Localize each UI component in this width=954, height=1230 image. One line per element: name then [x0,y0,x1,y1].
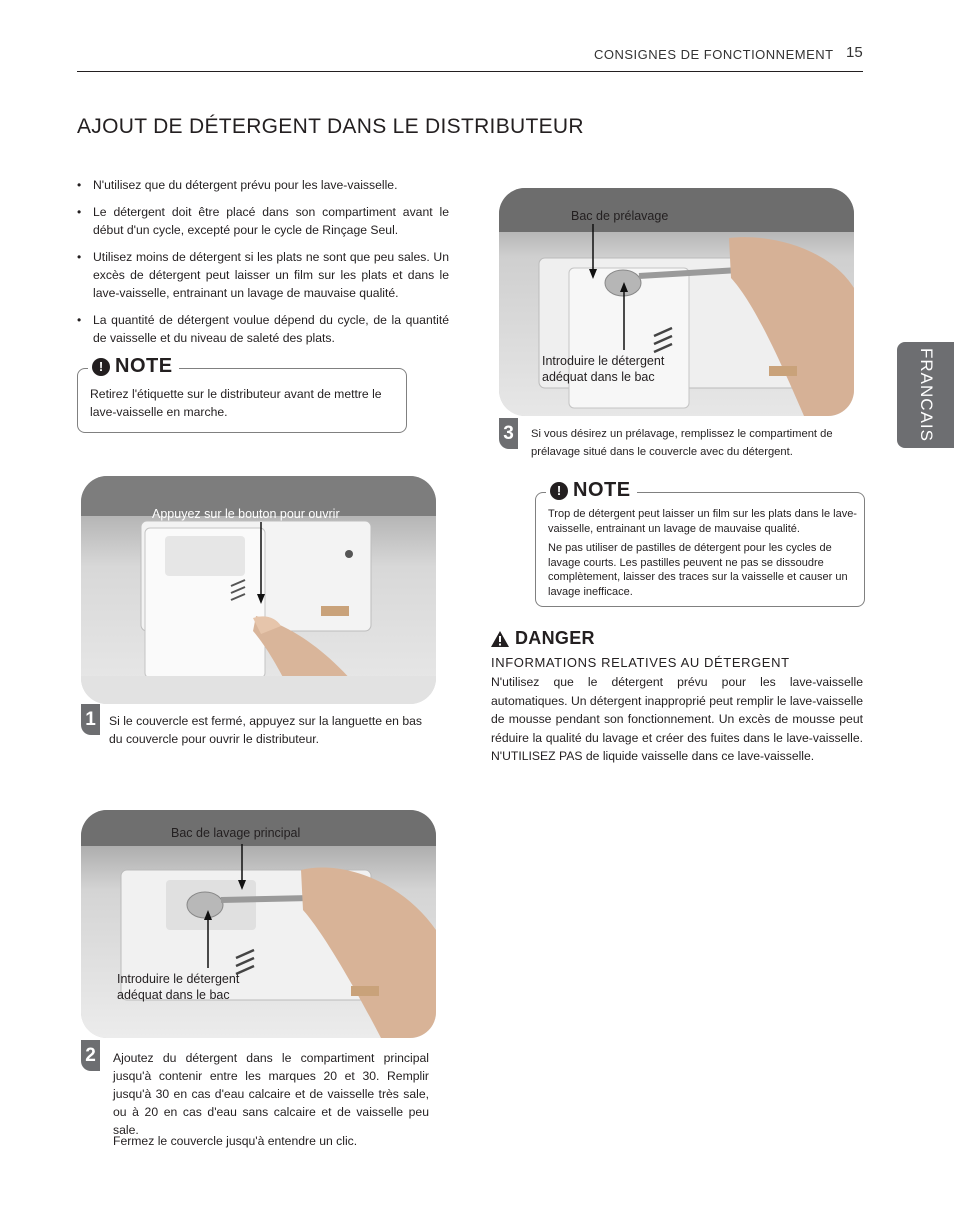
warning-triangle-icon [491,631,509,647]
note-text-2: Ne pas utiliser de pastilles de détergent pour les cycles de lavage courts. Les pastilles peuvent ne pas se dissoudre complètement, laisser des traces sur la vaisselle et causer un lavage inefficace. [548,542,848,598]
note-heading [88,355,179,378]
step3-photo [499,188,854,416]
step2-caption-top: Bac de lavage principal [171,826,301,840]
step2-photo [81,810,436,1038]
step2-text: Ajoutez du détergent dans le compartiment principal jusqu'à contenir entre les marques 20 et 30. Remplir jusqu'à 30 en cas d'eau calcaire et de vaisselle très sale, ou à 20 en cas d'eau sans calcaire et de vaisselle peu sale. [113,1051,429,1137]
instruction-list [77,176,449,356]
exclamation-icon: ! [92,358,110,376]
header-divider [77,71,863,72]
step3-caption-top: Bac de prélavage [571,209,669,223]
note-heading [546,479,637,502]
list-item: • Le détergent doit être placé dans son compartiment avant le début d'un cycle, excepté pour le cycle de Rinçage Seul. [77,203,449,239]
step-number-1: 1 [81,704,100,735]
step3-text: Si vous désirez un prélavage, remplissez le compartiment de prélavage situé dans le couvercle avec du détergent. [531,428,833,458]
list-item: • Utilisez moins de détergent si les plats ne sont que peu sales. Un excès de détergent peut laisser un film sur les plats et dans le lave-vaisselle, entrainant un lavage de mauvaise qualité. [77,248,449,302]
page-number: 15 [846,44,863,61]
step1-text: Si le couvercle est fermé, appuyez sur la languette en bas du couvercle pour ouvrir le distributeur. [109,714,422,746]
list-item: • La quantité de détergent voulue dépend du cycle, de la quantité de vaisselle et du niveau de saleté des plats. [77,311,449,347]
page-title: AJOUT DE DÉTERGENT DANS LE DISTRIBUTEUR [77,115,584,138]
step1-photo [81,476,436,704]
running-header-section: CONSIGNES DE FONCTIONNEMENT [594,47,834,62]
danger-label: DANGER [515,628,595,648]
note-label: NOTE [573,479,631,501]
pointer-arrow [81,476,436,704]
note-label: NOTE [115,355,173,377]
step3-caption-bottom: Introduire le détergent adéquat dans le bac [542,354,665,384]
note-text-1: Trop de détergent peut laisser un film sur les plats dans le lave-vaisselle, entrainant un lavage de mauvaise qualité. [548,508,857,535]
exclamation-icon: ! [550,482,568,500]
pointer-arrows [499,188,854,416]
step-number-3: 3 [499,418,518,449]
danger-heading [491,628,595,649]
step2-caption-bottom: Introduire le détergent adéquat dans le bac [117,972,240,1002]
language-side-tab [897,342,954,448]
danger-subtitle: INFORMATIONS RELATIVES AU DÉTERGENT [491,655,790,670]
danger-text: N'utilisez que le détergent prévu pour les lave-vaisselle automatiques. Un détergent inapproprié peut remplir le lave-vaisselle de mousse pendant son fonctionnement. Un excès de mousse peut réduire la qualité du lavage et créer des fuites dans le lave-vaisselle. N'UTILISEZ PAS de liquide vaisselle dans ce lave-vaisselle. [491,675,863,764]
note-box [535,479,865,607]
list-item: • N'utilisez que du détergent prévu pour les lave-vaisselle. [77,176,449,194]
pointer-arrows [81,810,436,1038]
step-number-2: 2 [81,1040,100,1071]
note-text: Retirez l'étiquette sur le distributeur avant de mettre le lave-vaisselle en marche. [90,387,382,419]
step2-text-2: Fermez le couvercle jusqu'à entendre un clic. [113,1134,358,1148]
language-label: FRANCAIS [916,348,936,442]
step1-photo-caption: Appuyez sur le bouton pour ouvrir [152,507,340,521]
note-box [77,355,407,433]
